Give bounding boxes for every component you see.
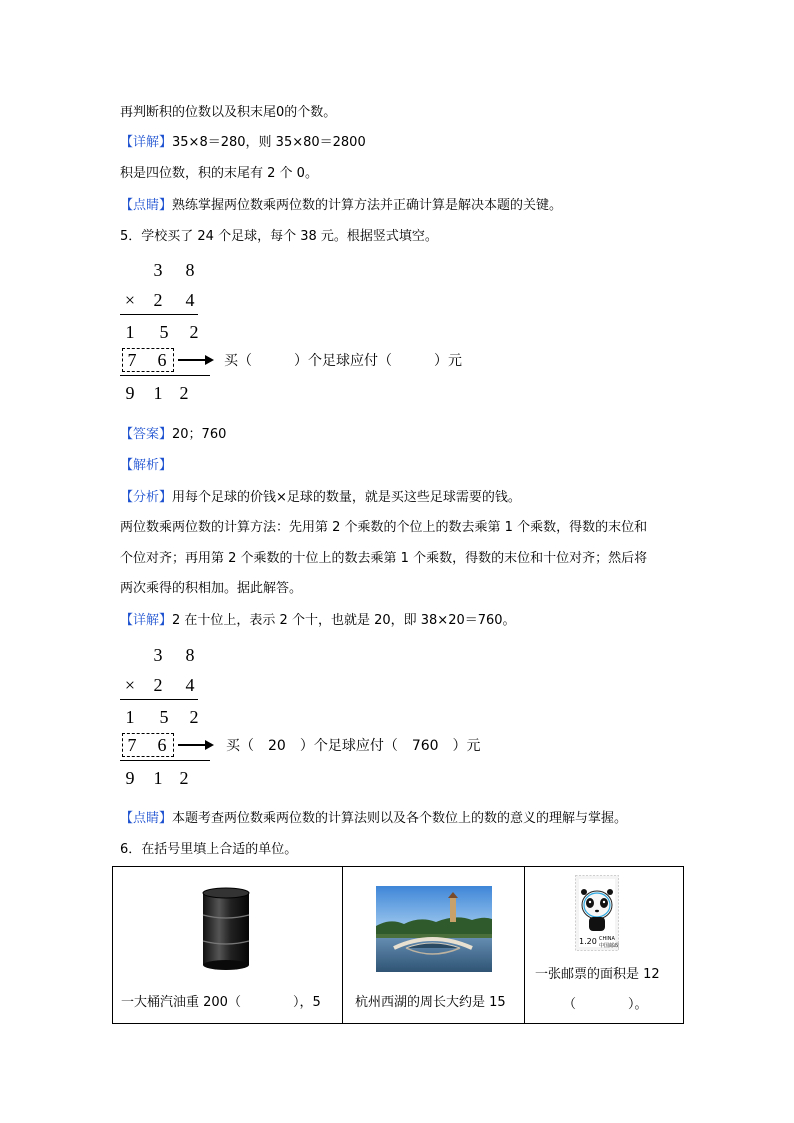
digit: 6 [157,735,167,755]
stamp-country: CHINA [599,936,615,942]
digit: 8 [185,260,195,280]
digit: 2 [153,290,163,310]
digit: 2 [153,675,163,695]
answer-text: 20；760 [172,427,227,442]
digit: 3 [153,260,163,280]
multiply-sign: × [124,675,136,695]
stamp-caption-1: 一张邮票的面积是 12 [535,967,660,982]
table-cell-stamp [525,867,683,1023]
multiply-sign: × [124,290,136,310]
question-5: 5．学校买了 24 个足球，每个 38 元。根据竖式填空。 [120,229,438,244]
dianjing-tag: 【点睛】 [120,811,173,826]
west-lake-photo [376,886,492,972]
method-line-3: 两次乘得的积相加。据此解答。 [120,581,303,596]
stamp-country-cn: 中国邮政 [599,943,620,949]
fenxi-line [120,489,521,507]
digit: 1 [125,707,135,727]
text-line: 再判断积的位数以及积末尾0的个数。 [120,105,337,120]
digit: 3 [153,645,163,665]
digit: 2 [189,322,199,342]
digit: 7 [127,735,137,755]
rule-line [120,760,210,761]
digit: 5 [159,322,169,342]
digit: 8 [185,645,195,665]
arrow-head-icon [205,355,214,365]
digit: 7 [127,350,137,370]
digit: 1 [125,322,135,342]
digit: 9 [125,383,135,403]
digit: 5 [159,707,169,727]
dianjing-tag: 【点睛】 [120,198,173,213]
digit: 9 [125,768,135,788]
oil-caption: 一大桶汽油重 200（ ），5 [121,995,321,1010]
digit: 4 [185,290,195,310]
vertical-multiplication-1 [120,258,480,408]
digit: 2 [179,768,189,788]
detail-tag: 【详解】 [120,135,173,150]
arrow-icon [178,359,206,361]
digit: 1 [153,768,163,788]
detail-tag: 【详解】 [120,613,173,628]
table-cell-oil [113,867,342,1023]
westlake-caption: 杭州西湖的周长大约是 15 [355,995,506,1010]
arrow-icon [178,744,206,746]
dianjing-text: 熟练掌握两位数乘两位数的计算方法并正确计算是解决本题的关键。 [172,198,563,213]
fill-note: 买（ 20 ）个足球应付（ 760 ）元 [226,738,481,754]
rule-line [120,314,198,315]
digit: 2 [179,383,189,403]
detail-text: 35×8＝280，则 35×80＝2800 [172,135,366,150]
vertical-multiplication-2 [120,643,480,793]
dianjing-line-2 [120,810,627,828]
dianjing-line [120,197,562,215]
units-table [112,866,684,1024]
digit: 6 [157,350,167,370]
arrow-head-icon [205,740,214,750]
digit: 4 [185,675,195,695]
digit: 2 [189,707,199,727]
method-line-1: 两位数乘两位数的计算方法：先用第 2 个乘数的个位上的数去乘第 1 个乘数，得数的末位和 [120,520,648,535]
detail-line-2 [120,612,516,630]
text-line: 积是四位数，积的末尾有 2 个 0。 [120,166,318,181]
stamp-value: 1.20 [579,937,597,946]
answer-tag: 【答案】 [120,427,173,442]
jiexi-tag: 【解析】 [120,458,173,473]
detail-line [120,134,366,152]
fenxi-text: 用每个足球的价钱×足球的数量，就是买这些足球需要的钱。 [172,490,521,505]
method-line-2: 个位对齐；再用第 2 个乘数的十位上的数去乘第 1 个乘数，得数的末位和十位对齐；然后将 [120,551,648,566]
rule-line [120,375,210,376]
detail-text: 2 在十位上，表示 2 个十，也就是 20，即 38×20＝760。 [172,613,516,628]
dianjing-text: 本题考查两位数乘两位数的计算法则以及各个数位上的数的意义的理解与掌握。 [172,811,628,826]
oil-barrel-icon [201,887,251,971]
rule-line [120,699,198,700]
question-6: 6．在括号里填上合适的单位。 [120,842,298,857]
fill-note: 买（ ）个足球应付（ ）元 [224,353,462,369]
fenxi-tag: 【分析】 [120,490,173,505]
table-cell-westlake [343,867,524,1023]
stamp-caption-2: （ ）。 [563,997,648,1012]
answer-line [120,426,226,444]
digit: 1 [153,383,163,403]
